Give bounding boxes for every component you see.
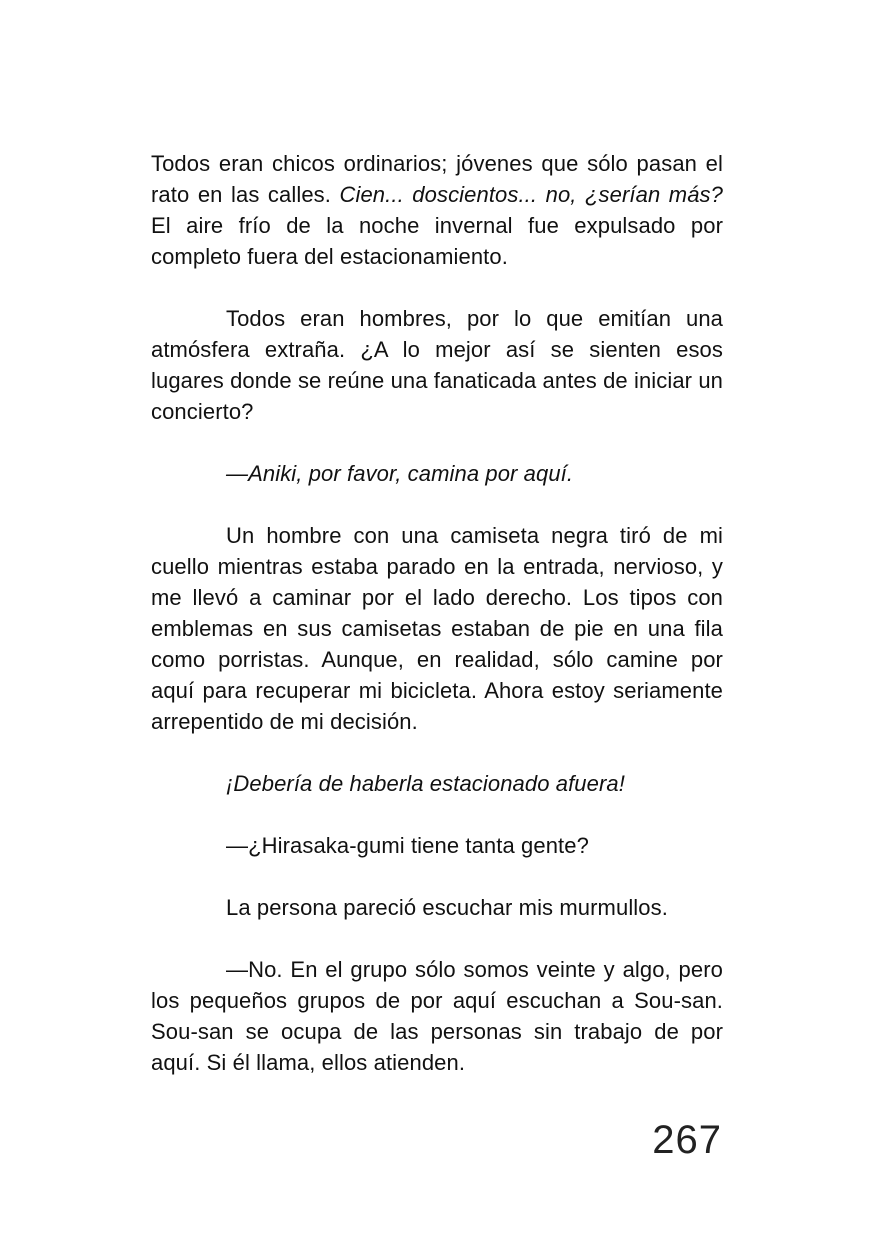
text-run: —¿Hirasaka-gumi tiene tanta gente? xyxy=(226,833,589,858)
text-run: Todos eran chicos ordinarios; jóvenes que sólo pasan el rato en las calles. xyxy=(151,151,723,207)
paragraph xyxy=(151,892,723,923)
paragraph xyxy=(151,954,723,1078)
italic-text-run: Cien... doscientos... no, ¿serían más? xyxy=(339,182,723,207)
italic-text-run: ¡Debería de haberla estacionado afuera! xyxy=(226,771,625,796)
paragraph xyxy=(151,768,723,799)
paragraph xyxy=(151,458,723,489)
page-number: 267 xyxy=(652,1118,722,1162)
paragraph xyxy=(151,830,723,861)
paragraph xyxy=(151,303,723,427)
text-run: La persona pareció escuchar mis murmullos. xyxy=(226,895,668,920)
text-run: Todos eran hombres, por lo que emitían una atmósfera extraña. ¿A lo mejor así se sienten esos lugares donde se reúne una fanaticada antes de iniciar un concierto? xyxy=(151,306,723,424)
body-text xyxy=(151,148,723,1078)
paragraph xyxy=(151,148,723,272)
text-run: —No. En el grupo sólo somos veinte y algo, pero los pequeños grupos de por aquí escuchan a Sou-san. Sou-san se ocupa de las personas sin trabajo de por aquí. Si él llama, ellos atienden. xyxy=(151,957,723,1075)
italic-text-run: —Aniki, por favor, camina por aquí. xyxy=(226,461,574,486)
text-run: El aire frío de la noche invernal fue expulsado por completo fuera del estacionamiento. xyxy=(151,213,723,269)
text-run: Un hombre con una camiseta negra tiró de mi cuello mientras estaba parado en la entrada, nervioso, y me llevó a caminar por el lado derecho. Los tipos con emblemas en sus camisetas estaban de pie en una fila como porristas. Aunque, en realidad, sólo camine por aquí para recuperar mi bicicleta. Ahora estoy seriamente arrepentido de mi decisión. xyxy=(151,523,723,734)
paragraph xyxy=(151,520,723,737)
